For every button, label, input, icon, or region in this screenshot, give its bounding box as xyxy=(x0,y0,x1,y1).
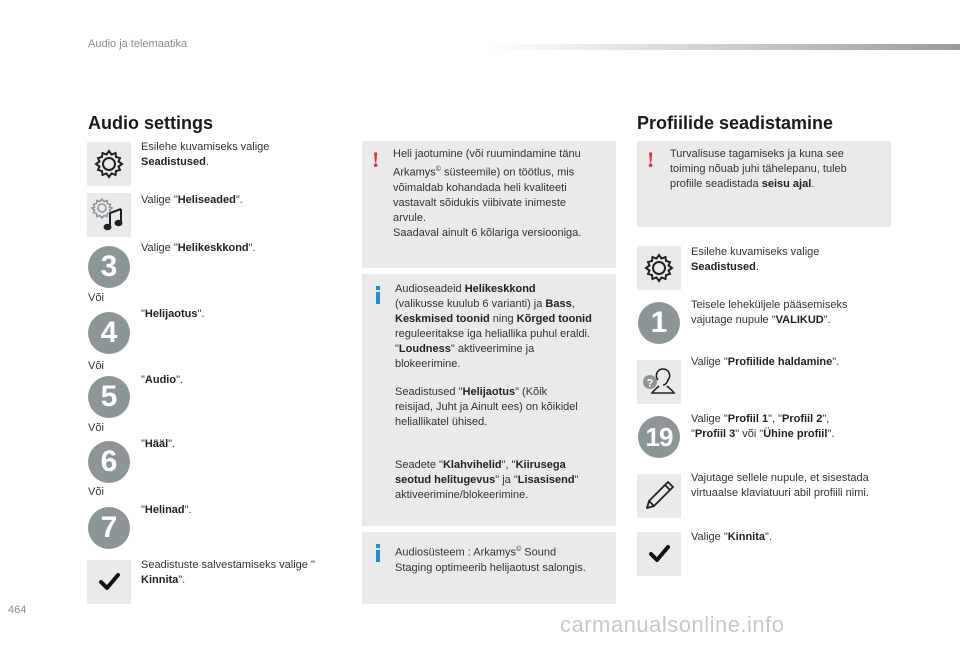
confirm-button xyxy=(637,532,681,576)
chapter-title: Audio ja telemaatika xyxy=(88,38,188,50)
warning-icon: ! xyxy=(647,147,655,172)
step-text-5: "Audio". xyxy=(141,374,184,386)
step-text-7: "Helinad". xyxy=(141,504,192,516)
warning-text-profiles: Turvalisuse tagamiseks ja kuna see toiming nõuab juhi tähelepanu, tuleb profiile seadistada seisu ajal. xyxy=(670,148,847,190)
step-number-4: 4 xyxy=(88,312,130,354)
step-number-6: 6 xyxy=(88,441,130,483)
profile-step-text-2: Teisele leheküljele pääsemiseks vajutage nupule "VALIKUD". xyxy=(691,299,848,326)
audio-settings-button xyxy=(87,193,131,237)
profile-settings-title: Profiilide seadistamine xyxy=(637,113,834,133)
info-text-arkamys: Audiosüsteem : Arkamys© Sound Staging optimeerib helijaotust salongis. xyxy=(395,546,586,574)
profile-step-text-6: Valige "Kinnita". xyxy=(691,531,772,543)
info-text-3: Seadete "Klahvihelid", "Kiirusega seotud helitugevus" ja "Lisasisend" aktiveerimine/blokeerimine. xyxy=(395,459,579,501)
step-number-5: 5 xyxy=(88,376,130,418)
checkmark-icon xyxy=(87,560,131,604)
info-text-2: Seadistused "Helijaotus" (Kõik reisijad, Juht ja Ainult ees) on kõikidel heliallikatel ühised. xyxy=(395,386,578,428)
or-label-2: Või xyxy=(88,360,104,372)
gear-icon xyxy=(637,246,681,290)
settings-button xyxy=(637,246,681,290)
profile-step-text-4: Valige "Profiil 1", "Profiil 2", "Profiil 3" või "Ühine profiil". xyxy=(691,413,835,440)
step-text-3: Valige "Helikeskkond". xyxy=(141,242,256,254)
info-icon xyxy=(376,292,380,304)
info-text-1: Audioseadeid Helikeskkond (valikusse kuulub 6 varianti) ja Bass, Keskmised toonid ning Kõrged toonid reguleeritakse iga heliallika puhul eraldi. "Loudness" aktiveerimine ja blokeerimine. xyxy=(395,283,592,370)
step-text-8: Seadistuste salvestamiseks valige " Kinnita". xyxy=(141,559,315,586)
or-label-4: Või xyxy=(88,486,104,498)
gear-icon xyxy=(87,142,131,186)
header-gradient-bar xyxy=(490,44,960,50)
profile-step-text-3: Valige "Profiilide haldamine". xyxy=(691,356,840,368)
edit-name-button xyxy=(637,474,681,518)
checkmark-icon xyxy=(637,532,681,576)
info-note-arkamys xyxy=(362,532,616,604)
profile-question-icon xyxy=(637,360,681,404)
svg-text:?: ? xyxy=(646,377,654,390)
profile-step-number-19: 19 xyxy=(638,416,680,458)
info-icon xyxy=(376,550,380,562)
or-label-1: Või xyxy=(88,292,104,304)
step-number-7: 7 xyxy=(88,507,130,549)
gear-music-icon xyxy=(87,193,131,237)
step-text-4: "Helijaotus". xyxy=(141,308,205,320)
settings-button xyxy=(87,142,131,186)
audio-settings-title: Audio settings xyxy=(88,113,213,133)
pencil-icon xyxy=(637,474,681,518)
step-text-2: Valige "Heliseaded". xyxy=(141,194,243,206)
or-label-3: Või xyxy=(88,422,104,434)
profile-step-number-1: 1 xyxy=(638,302,680,344)
step-text-1: Esilehe kuvamiseks valige Seadistused. xyxy=(141,141,270,168)
watermark: carmanualsonline.info xyxy=(560,612,785,637)
profile-step-text-5: Vajutage sellele nupule, et sisestada virtuaalse klaviatuuri abil profiili nimi. xyxy=(691,472,869,499)
warning-note-profiles xyxy=(637,141,891,227)
page-number: 464 xyxy=(8,604,27,616)
info-note-audio-settings xyxy=(362,274,616,526)
step-text-6: "Hääl". xyxy=(141,438,176,450)
warning-text: Heli jaotumine (või ruumindamine tänu Arkamys© süsteemile) on töötlus, mis võimaldab kohandada heli kvaliteeti vastavalt sõidukis viibivate inimeste arvule. Saadaval ainult 6 kõlariga versiooniga. xyxy=(393,148,582,239)
warning-note-audio xyxy=(362,141,616,268)
confirm-button xyxy=(87,560,131,604)
step-number-3: 3 xyxy=(88,246,130,288)
profile-step-text-1: Esilehe kuvamiseks valige Seadistused. xyxy=(691,246,820,273)
profile-management-button xyxy=(637,360,681,404)
warning-icon: ! xyxy=(372,147,380,172)
